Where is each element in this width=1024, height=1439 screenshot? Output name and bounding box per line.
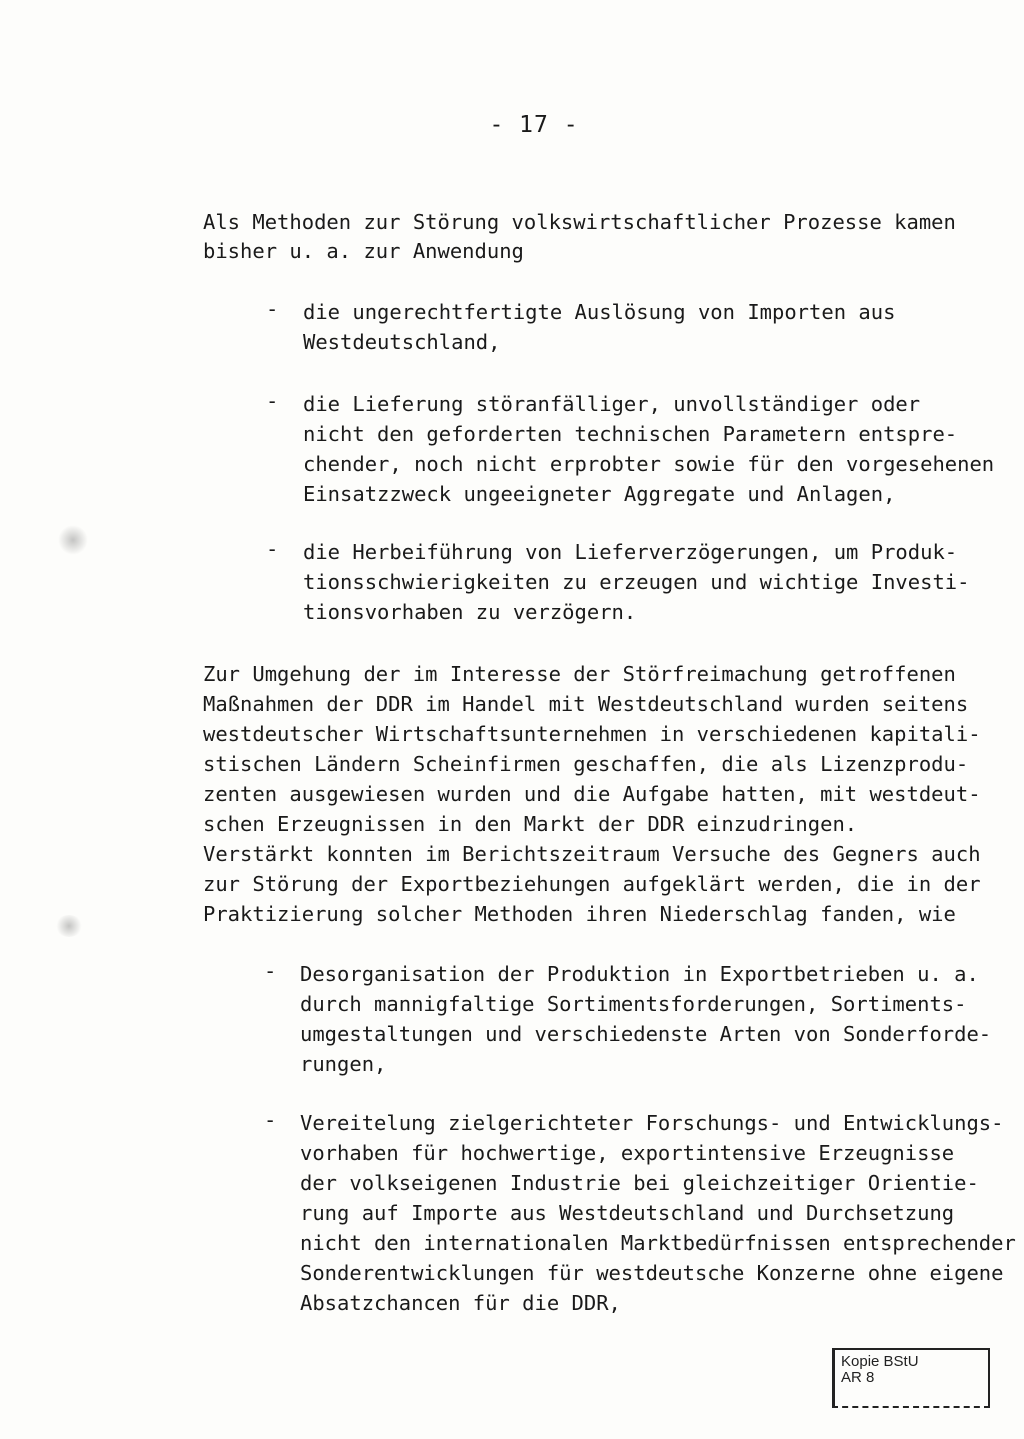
page-number: - 17 - [489,112,579,138]
paragraph-line: Maßnahmen der DDR im Handel mit Westdeutschland wurden seitens [203,692,969,716]
paragraph-line: Zur Umgehung der im Interesse der Störfreimachung getroffenen [203,662,956,686]
paragraph-line: schen Erzeugnissen in den Markt der DDR einzudringen. [203,812,858,836]
margin-smudge [58,525,88,555]
bullet-line: tionsschwierigkeiten zu erzeugen und wichtige Investi- [303,570,970,594]
paragraph-line: westdeutscher Wirtschaftsunternehmen in verschiedenen kapitali- [203,722,981,746]
bullet-dash: - [264,959,277,983]
bullet-line: rung auf Importe aus Westdeutschland und Durchsetzung [300,1201,955,1225]
bullet-dash: - [266,389,279,413]
bullet-dash: - [264,1108,277,1132]
bullet-line: Einsatzzweck ungeeigneter Aggregate und Anlagen, [303,482,896,506]
bullet-line: Desorganisation der Produktion in Exportbetrieben u. a. [300,962,979,986]
bullet-line: nicht den internationalen Marktbedürfnissen entsprechender [300,1231,1016,1255]
stamp-line: AR 8 [841,1369,875,1386]
paragraph-line: zenten ausgewiesen wurden und die Aufgabe hatten, mit westdeut- [203,782,981,806]
bullet-line: Vereitelung zielgerichteter Forschungs- und Entwicklungs- [300,1111,1004,1135]
paragraph-line: Verstärkt konnten im Berichtszeitraum Versuche des Gegners auch [203,842,981,866]
bullet-line: die ungerechtfertigte Auslösung von Importen aus [303,300,896,324]
bullet-line: tionsvorhaben zu verzögern. [303,600,637,624]
bullet-line: umgestaltungen und verschiedenste Arten von Sonderforde- [300,1022,992,1046]
bullet-line: durch mannigfaltige Sortimentsforderungen, Sortiments- [300,992,967,1016]
paragraph-line: stischen Ländern Scheinfirmen geschaffen, die als Lizenzprodu- [203,752,969,776]
bullet-line: rungen, [300,1052,387,1076]
paragraph-line: Als Methoden zur Störung volkswirtschaftlicher Prozesse kamen [203,210,956,234]
bullet-line: die Herbeiführung von Lieferverzögerungen, um Produk- [303,540,958,564]
bullet-line: Sonderentwicklungen für westdeutsche Konzerne ohne eigene [300,1261,1004,1285]
bullet-line: die Lieferung störanfälliger, unvollständiger oder [303,392,921,416]
stamp-line: Kopie BStU [841,1353,919,1370]
bullet-dash: - [266,537,279,561]
bullet-line: Westdeutschland, [303,330,501,354]
paragraph-line: zur Störung der Exportbeziehungen aufgeklärt werden, die in der [203,872,981,896]
margin-smudge [55,915,83,937]
bullet-line: der volkseigenen Industrie bei gleichzeitiger Orientie- [300,1171,979,1195]
bullet-line: Absatzchancen für die DDR, [300,1291,621,1315]
bullet-line: vorhaben für hochwertige, exportintensive Erzeugnisse [300,1141,955,1165]
bullet-dash: - [266,297,279,321]
paragraph-line: bisher u. a. zur Anwendung [203,239,524,263]
paragraph-line: Praktizierung solcher Methoden ihren Niederschlag fanden, wie [203,902,956,926]
bullet-line: chender, noch nicht erprobter sowie für den vorgesehenen [303,452,995,476]
bullet-line: nicht den geforderten technischen Parametern entspre- [303,422,958,446]
archive-stamp [832,1348,990,1408]
